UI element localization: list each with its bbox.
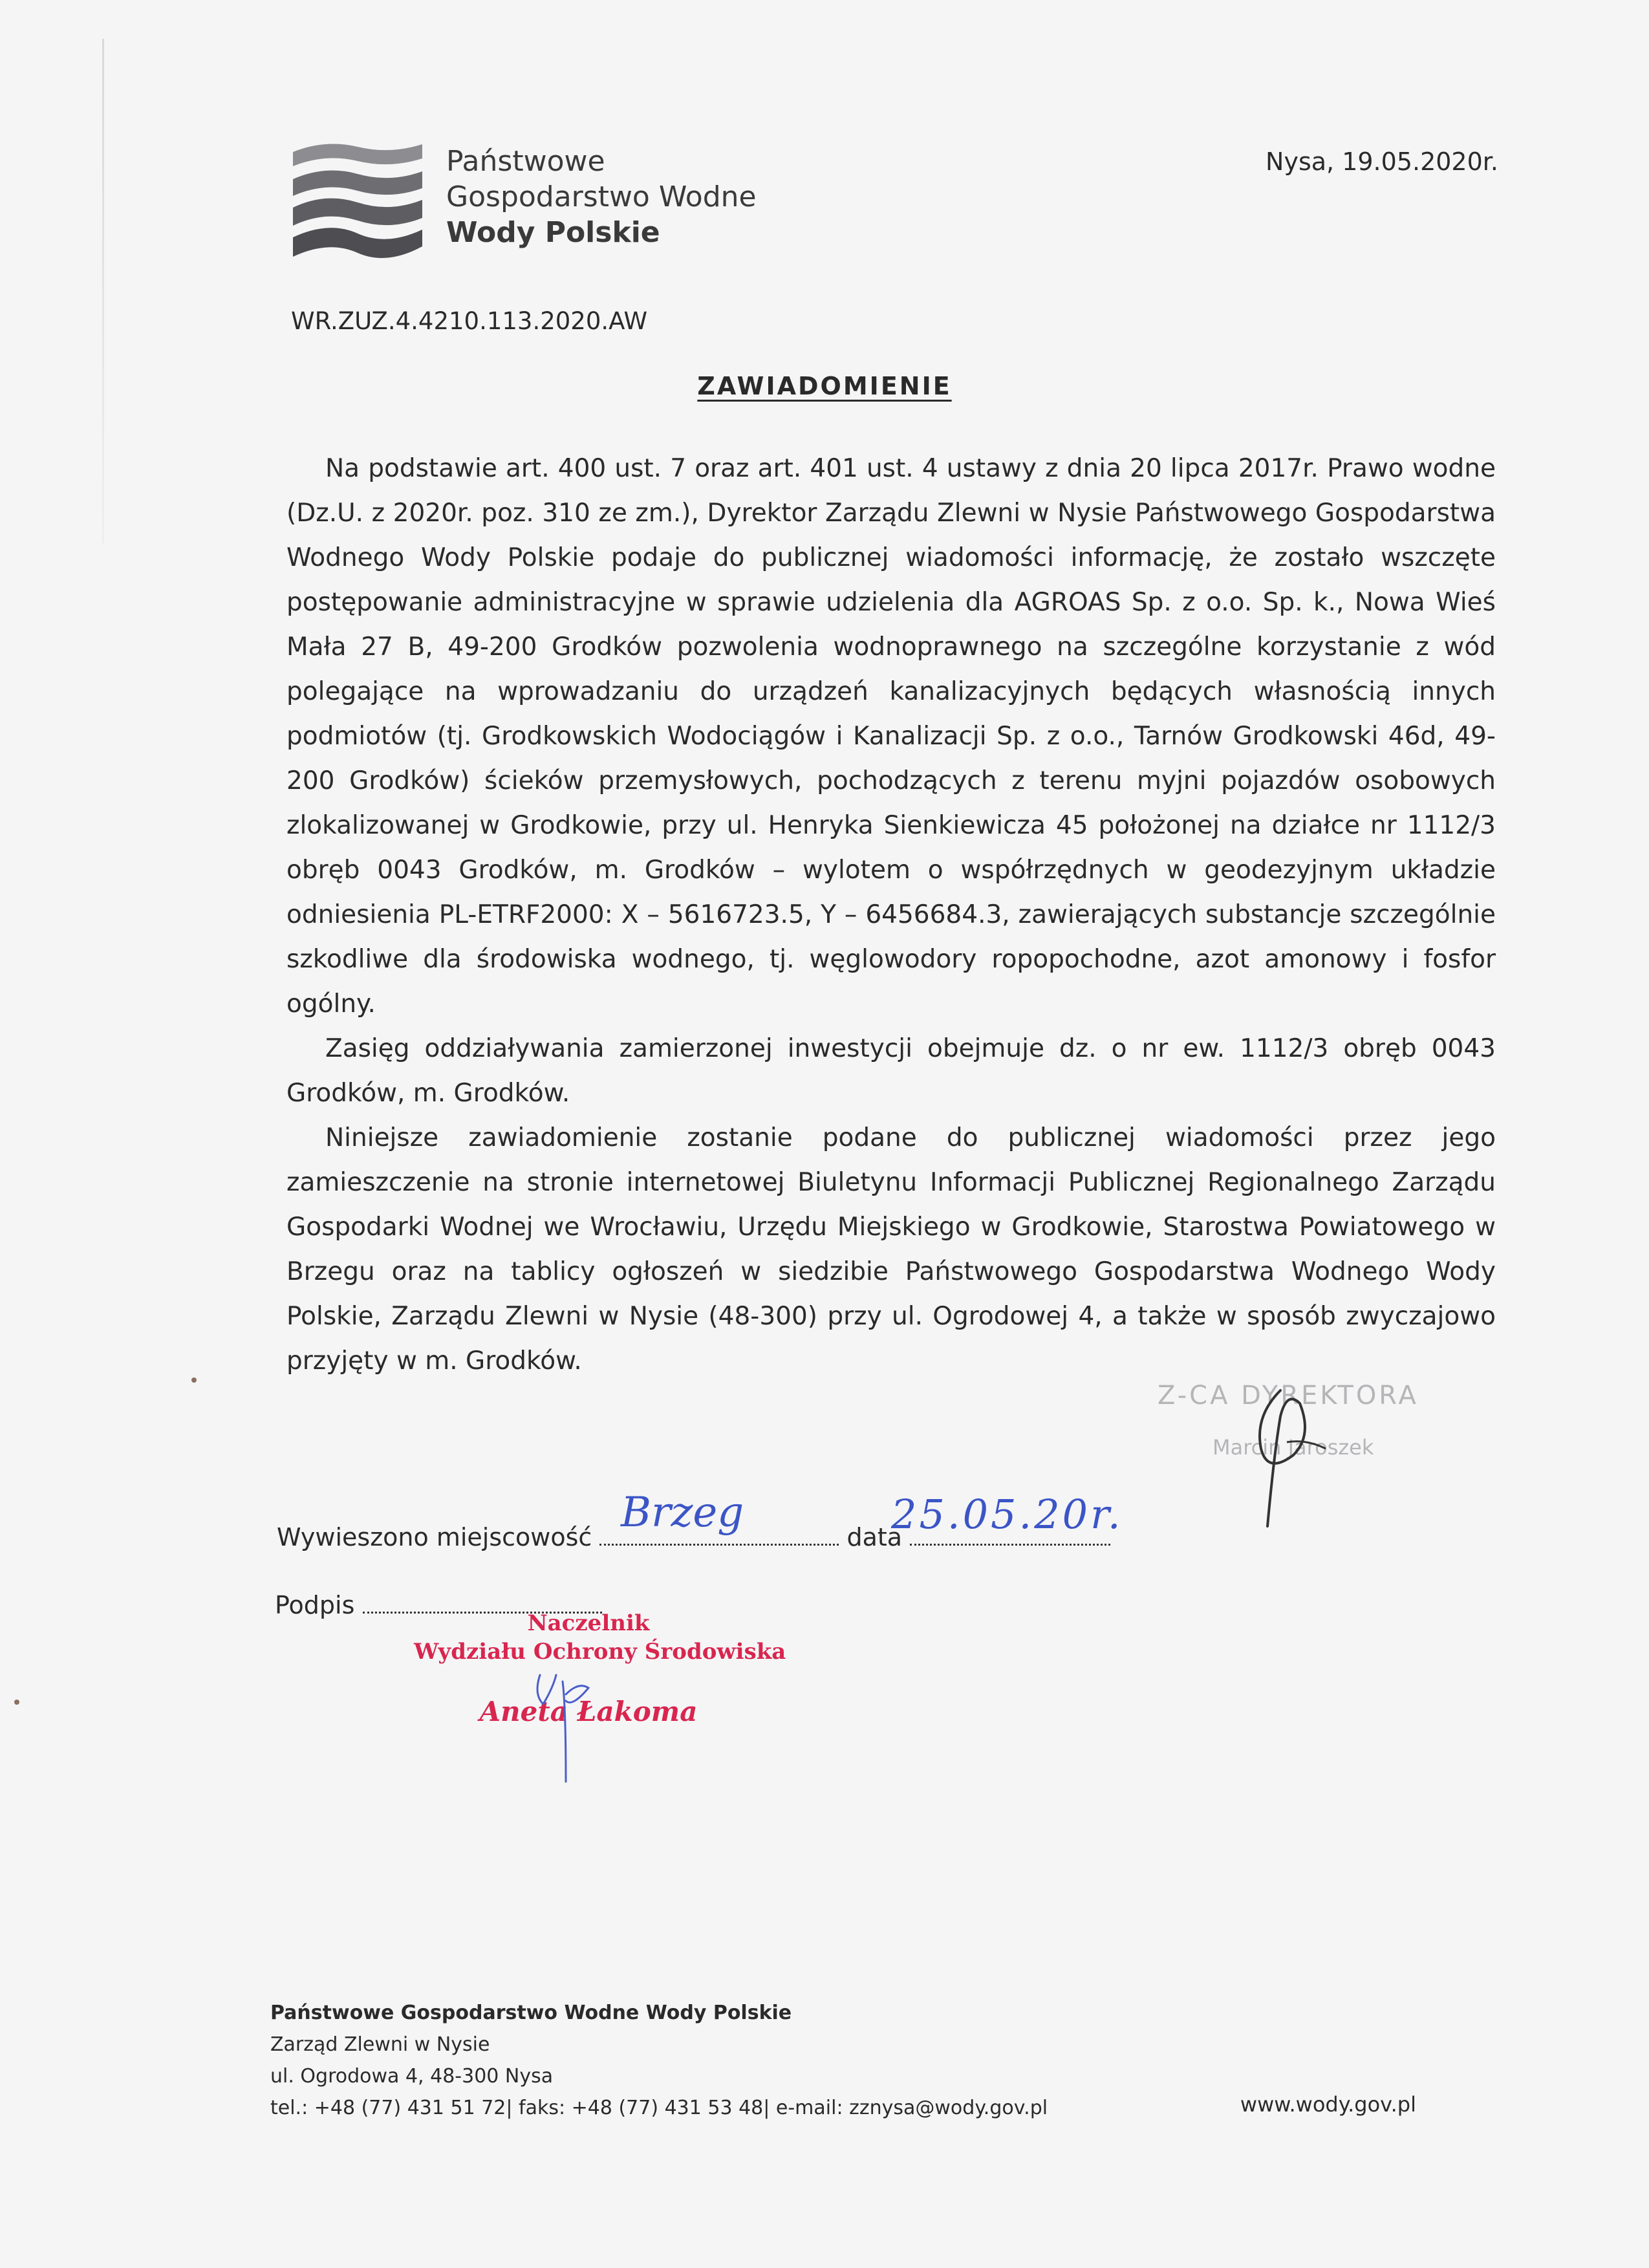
footer-contact [270,1997,1048,2124]
scan-edge-line [102,39,104,543]
footer-website: www.wody.gov.pl [1240,2092,1416,2117]
posting-date-label: data [846,1523,903,1551]
body-paragraph-3: Niniejsze zawiadomienie zostanie podane do publicznej wiadomości przez jego zamieszczenie na stronie internetowej Biuletynu Informacji Publicznej Regionalnego Zarządu Gospodarki Wodnej we Wrocławiu, Urzędu Miejskiego w Grodkowie, Starostwa Powiatowego w Brzegu oraz na tablicy ogłoszeń w siedzibie Państwowego Gospodarstwa Wodnego Wody Polskie, Zarządu Zlewni w Nysie (48-300) przy ul. Ogrodowej 4, a także w sposób zwyczajowo przyjęty w m. Grodków. [286,1123,1496,1376]
signature-label: Podpis [275,1591,355,1619]
scan-speck [14,1700,19,1705]
footer-unit: Zarząd Zlewni w Nysie [270,2033,490,2056]
official-stamp-department: Wydziału Ochrony Środowiska [414,1639,786,1665]
posting-date-field [910,1537,1110,1546]
handwritten-date: 25.05.20r. [891,1491,1123,1538]
body-paragraph-1: Na podstawie art. 400 ust. 7 oraz art. 401 ust. 4 ustawy z dnia 20 lipca 2017r. Prawo wodne (Dz.U. z 2020r. poz. 310 ze zm.), Dyrektor Zarządu Zlewni w Nysie Państwowego Gospodarstwa Wodnego Wody Polskie podaje do publicznej wiadomości informację, że zostało wszczęte postępowanie administracyjne w sprawie udzielenia dla AGROAS Sp. z o.o. Sp. k., Nowa Wieś Mała 27 B, 49-200 Grodków pozwolenia wodnoprawnego na szczególne korzystanie z wód polegające na wprowadzaniu do urządzeń kanalizacyjnych będących własnością innych podmiotów (tj. Grodkowskich Wodociągów i Kanalizacji Sp. z o.o., Tarnów Grodkowski 46d, 49-200 Grodków) ścieków przemysłowych, pochodzących z terenu myjni pojazdów osobowych zlokalizowanej w Grodkowie, przy ul. Henryka Sienkiewicza 45 położonej na działce nr 1112/3 obręb 0043 Grodków, m. Grodków – wylotem o współrzędnych w geodezyjnym układzie odniesienia PL-ETRF2000: X – 5616723.5, Y – 6456684.3, zawierających substancje szczególnie szkodliwe dla środowiska wodnego, tj. węglowodory ropopochodne, azot amonowy i fosfor ogólny. [286,454,1496,1019]
wody-polskie-logo [290,139,426,268]
handwritten-place: Brzeg [621,1489,744,1537]
official-stamp-title: Naczelnik [527,1610,650,1636]
footer-address: ul. Ogrodowa 4, 48-300 Nysa [270,2065,554,2088]
posting-place-label: Wywieszono miejscowość [277,1523,592,1551]
document-title: ZAWIADOMIENIE [697,372,952,400]
body-paragraph-2: Zasięg oddziaływania zamierzonej inwestycji obejmuje dz. o nr ew. 1112/3 obręb 0043 Grodków, m. Grodków. [286,1034,1496,1108]
org-name-line1: Państwowe [446,145,605,178]
footer-contact-line: tel.: +48 (77) 431 51 72| faks: +48 (77) 431 53 48| e-mail: zznysa@wody.gov.pl [270,2097,1048,2119]
posting-place-field [599,1537,839,1546]
reference-number: WR.ZUZ.4.4210.113.2020.AW [291,307,648,335]
place-date: Nysa, 19.05.2020r. [1266,147,1498,176]
scan-speck [191,1377,197,1383]
official-stamp-name: Aneta Łakoma [479,1696,698,1727]
director-stamp-name: Marcin Jaroszek [1212,1435,1374,1460]
director-signature [1242,1377,1332,1533]
org-name-header [446,144,757,250]
director-stamp-role: Z-CA DYREKTORA [1158,1381,1419,1410]
org-name-line3: Wody Polskie [446,216,660,249]
document-body [286,446,1496,1383]
footer-org: Państwowe Gospodarstwo Wodne Wody Polskie [270,2002,792,2024]
official-signature [527,1669,611,1785]
org-name-line2: Gospodarstwo Wodne [446,180,757,213]
